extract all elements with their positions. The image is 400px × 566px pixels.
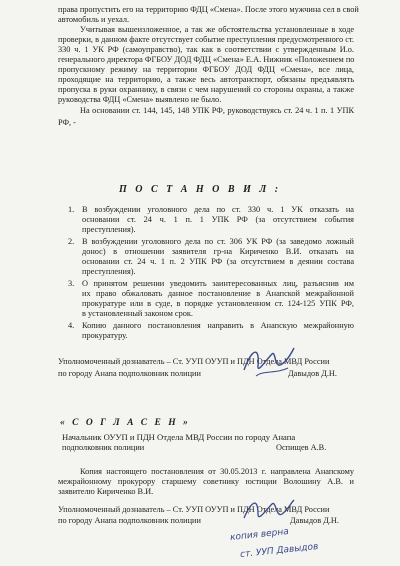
copy-line: Копия настоящего постановления от 30.05.2013 г. направлена Анапскому	[80, 467, 354, 476]
signatory-rank: по городу Анапа подполковник полиции	[58, 369, 201, 378]
approval-heading: « С О Г Л А С Е Н »	[60, 418, 191, 428]
resolution-title: П О С Т А Н О В И Л :	[118, 184, 282, 195]
text-line: автомобиль и уехал.	[58, 15, 130, 24]
text-line: пропускному режиму на территории ФГБОУ ДОД ФДЦ «Смена», все лица,	[58, 65, 354, 74]
item-number: 3.	[68, 279, 75, 288]
item-number: 1.	[68, 205, 75, 214]
signatory-name: Давыдов Д.Н.	[290, 516, 339, 525]
text-line: 330 ч. 1 УК РФ (самоуправство), так как в соответствии с утвержденным И.о.	[58, 45, 354, 54]
signature-icon	[238, 340, 298, 384]
item-line: донос) в отношении заявителя гр-на Кириченко В.И. отказать на	[82, 247, 354, 256]
item-line: основании ст. 24 ч. 1 п. 2 УПК РФ (за отсутствием в деянии состава	[82, 257, 354, 266]
text-line: проверки, в данном факте отсутствует событие преступления предусмотренного ст.	[58, 35, 354, 44]
text-line: РФ, -	[58, 118, 76, 127]
item-line: прокуратуре или в суде, в порядке установленном ст. 124-125 УПК РФ,	[82, 299, 354, 308]
text-line: генерального директора ФГБОУ ДОД ФДЦ «Смена» Е.А. Нижник «Положением по	[58, 55, 355, 64]
item-line: О принятом решении уведомить заинтересованных лиц, разъяснив им	[82, 279, 354, 288]
item-line: преступления).	[82, 225, 136, 234]
item-line: В возбуждении уголовного дела по ст. 330 ч. 1 УК отказать на	[82, 205, 354, 214]
item-line: основании ст. 24 ч. 1 п. 1 УПК РФ (за отсутствием события	[82, 215, 354, 224]
text-line: права пропустить его на территорию ФДЦ «Смена». После этого мужчина сел в свой	[58, 5, 359, 14]
item-line: в установленный законом срок.	[82, 309, 193, 318]
signatory-name: Давыдов Д.Н.	[288, 369, 337, 378]
signatory-rank: по городу Анапа подполковник полиции	[58, 516, 201, 525]
handwritten-note: копия верна	[229, 526, 290, 544]
item-line: преступления).	[82, 267, 136, 276]
signatory-title: Уполномоченный дознаватель – Ст. УУП ОУУП и ПДН Отдела МВД России	[58, 357, 330, 366]
signatory-title: Уполномоченный дознаватель – Ст. УУП ОУУП и ПДН Отдела МВД России	[58, 505, 330, 514]
handwritten-note: ст. УУП Давыдов	[239, 541, 319, 561]
item-line: Копию данного постановления направить в Анапскую межрайонную	[82, 321, 354, 330]
item-line: прокуратуру.	[82, 331, 128, 340]
copy-line: заявителю Кириченко В.И.	[58, 487, 154, 496]
text-line: проходящие на территорию, а также весь автотранспорт, обязаны предъявлять	[58, 75, 354, 84]
approver-name: Оспищев А.В.	[276, 443, 327, 452]
text-line: На основании ст. 144, 145, 148 УПК РФ, руководствуясь ст. 24 ч. 1 п. 1 УПК	[80, 106, 354, 115]
item-number: 2.	[68, 237, 75, 246]
text-line: пропуска в руки охраннику, в связи с чем нарушений со стороны охраны, а также	[58, 85, 354, 94]
item-number: 4.	[68, 321, 75, 330]
approver-title: Начальник ОУУП и ПДН Отдела МВД России по городу Анапа	[62, 432, 296, 442]
item-line: В возбуждении уголовного дела по ст. 306 УК РФ (за заведомо ложный	[82, 237, 354, 246]
item-line: их право обжаловать данное постановление в Анапской межрайонной	[82, 289, 354, 298]
text-line: Учитывая вышеизложенное, а так же обстоятельства установленные в ходе	[80, 25, 354, 34]
signature-icon	[240, 494, 296, 528]
text-line: руководства ФДЦ «Смена» выявлено не было.	[58, 95, 222, 104]
approver-rank: подполковник полиции	[62, 443, 145, 452]
copy-line: межрайонному прокурору старшему советнику юстиции Волошину А.В. и	[58, 477, 354, 486]
